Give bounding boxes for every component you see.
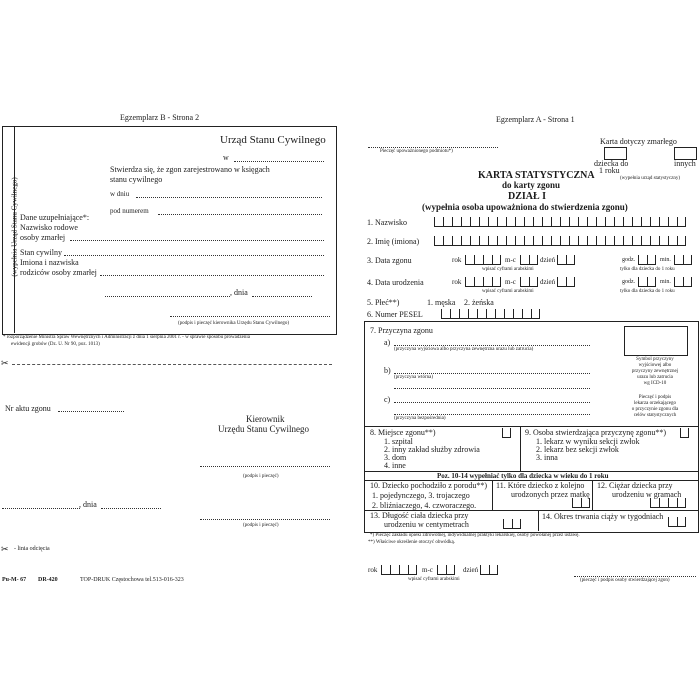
death-child-note: tylko dla dziecka do 1 roku xyxy=(620,267,675,272)
note-1: *) Pieczęć zakładu opieki zdrowotnej, indywidualnej praktyki lekarskiej, osoby powołanej przez ustawę. xyxy=(370,533,580,538)
day-dots xyxy=(252,296,312,297)
field-pregnancy-label: 14. Okres trwania ciąży w tygodniach xyxy=(542,512,664,521)
stamp-dots xyxy=(368,147,498,148)
surname-label-2: osoby zmarłej xyxy=(20,233,66,242)
field-length-label-2: urodzeniu w centymetrach xyxy=(384,520,469,529)
act-number-dots xyxy=(58,411,124,412)
bottom-day-dots xyxy=(101,508,161,509)
divider-11-12 xyxy=(592,480,593,510)
cause-a-dots[interactable] xyxy=(394,345,590,346)
bottom-sign-caption: (pieczęć i podpis osoby stwierdzającej zgon) xyxy=(580,578,670,583)
icd-symbol-box[interactable] xyxy=(624,326,688,356)
surname-label-1: Nazwisko rodowe xyxy=(20,223,78,232)
field-birth-type-label: 10. Dziecko pochodziło z porodu**) xyxy=(370,481,488,490)
bottom-day-label: , dnia xyxy=(79,500,97,509)
place-option-4[interactable]: 4. inne xyxy=(384,461,406,470)
divider-13-14 xyxy=(538,510,539,531)
office-place-dots xyxy=(234,161,324,162)
title-karta: KARTA STATYSTYCZNA xyxy=(478,170,595,181)
cut-line-label: - linia odcięcia xyxy=(14,546,50,552)
scissors-cut-icon: ✂ xyxy=(1,544,9,554)
death-day-cells[interactable] xyxy=(557,255,575,265)
length-cells[interactable] xyxy=(503,519,521,529)
field-surname-label: 1. Nazwisko xyxy=(367,218,407,227)
birth-month-label: m-c xyxy=(505,278,516,286)
copy-a-header: Egzemplarz A - Strona 1 xyxy=(496,115,575,124)
death-hour-cells[interactable] xyxy=(638,255,656,265)
pesel-cells[interactable] xyxy=(441,309,540,319)
birth-year-label: rok xyxy=(452,278,462,286)
birth-hour-cells[interactable] xyxy=(638,277,656,287)
doctor-text-3: o przyczynie zgonu dla xyxy=(631,407,679,412)
place-option-1[interactable]: 1. szpital xyxy=(384,437,413,446)
death-day-label: dzień xyxy=(540,256,556,264)
field-pesel-label: 6. Numer PESEL xyxy=(367,310,423,319)
cause-c-label: c) xyxy=(384,395,391,404)
register-date-label: w dniu xyxy=(110,190,130,198)
supplementary-label: Dane uzupełniające*: xyxy=(20,213,90,222)
birth-day-cells[interactable] xyxy=(557,277,575,287)
copy-b-header: Egzemplarz B - Strona 2 xyxy=(120,113,200,122)
printer-info: TOP-DRUK Częstochowa tel.513-016-323 xyxy=(80,577,184,583)
head-sign-caption: (podpis i pieczęć) xyxy=(243,474,279,479)
certifier-option-2[interactable]: 2. lekarz bez sekcji zwłok xyxy=(536,445,619,454)
day-label: , dnia xyxy=(230,288,248,297)
death-hour-label: godz. xyxy=(622,257,636,263)
footnote-1: * rozporządzenie Ministra Spraw Wewnętrznych i Administracji z dnia 1 sierpnia 2001 r. - w sprawie sposobu prowadzenia xyxy=(3,335,250,340)
place-option-2[interactable]: 2. inny zakład służby zdrowia xyxy=(384,445,480,454)
print-code-1: Pu-M- 67 xyxy=(2,577,27,583)
register-number-dots xyxy=(158,214,322,215)
act-number-label: Nr aktu zgonu xyxy=(5,404,51,413)
field-name-label: 2. Imię (imiona) xyxy=(367,237,420,246)
birth-month-cells[interactable] xyxy=(520,277,538,287)
birth-child-note: tylko dla dziecka do 1 roku xyxy=(620,289,675,294)
cause-b-dots-2[interactable] xyxy=(394,388,590,389)
field-certifier-cell[interactable] xyxy=(680,428,689,438)
field-place-label: 8. Miejsce zgonu**) xyxy=(370,428,436,437)
office-place-label: w xyxy=(223,153,229,162)
bottom-place-dots xyxy=(2,508,80,509)
head-office: Urzędu Stanu Cywilnego xyxy=(218,424,309,434)
icd-symbol-text-5: wg ICD-10 xyxy=(643,381,667,386)
register-date-dots xyxy=(136,197,322,198)
field-weight-label-2: urodzeniu w gramach xyxy=(612,490,682,499)
certifier-option-3[interactable]: 3. inna xyxy=(536,453,558,462)
bottom-arabic-note: wpisać cyframi arabskimi xyxy=(408,577,460,582)
cause-c-dots[interactable] xyxy=(394,402,590,403)
field-birth-date-label: 4. Data urodzenia xyxy=(367,278,424,287)
cause-b-label: b) xyxy=(384,366,391,375)
doctor-text-4: celów statystycznych xyxy=(633,413,677,418)
death-month-label: m-c xyxy=(505,256,516,264)
birth-type-row-1[interactable]: 1. pojedynczego, 3. trojaczego xyxy=(372,491,470,500)
divider-8-9-top xyxy=(364,426,698,427)
bottom-sign-dots[interactable] xyxy=(574,576,696,577)
icd-symbol-text-4: urazu lub zatrucia xyxy=(637,375,673,380)
bottom-day-label-a: dzień xyxy=(463,566,479,574)
sex-male-option[interactable]: 1. męska xyxy=(427,298,456,307)
birth-order-cells[interactable] xyxy=(572,498,590,508)
birth-year-cells[interactable] xyxy=(465,277,501,287)
stamp-line xyxy=(200,519,330,520)
parents-label-1: Imiona i nazwiska xyxy=(20,258,79,267)
bottom-day-cells[interactable] xyxy=(480,565,498,575)
parents-label-2: rodziców osoby zmarłej xyxy=(20,268,97,277)
birth-hour-label: godz. xyxy=(622,279,636,285)
register-number-label: pod numerem xyxy=(110,207,149,215)
field-length-label-1: 13. Długość ciała dziecka przy xyxy=(370,511,469,520)
place-dots xyxy=(105,296,230,297)
icd-symbol-text-3: przyczyny zewnętrznej xyxy=(631,369,679,374)
birth-type-row-2[interactable]: 2. bliźniaczego, 4. czworaczego. xyxy=(372,501,477,510)
field-sex-label: 5. Płeć**) xyxy=(367,298,400,307)
divider-10-11 xyxy=(492,480,493,510)
bottom-month-label: m-c xyxy=(422,566,433,574)
cause-a-caption: (przyczyna wyjściowa albo przyczyna zewnętrzna urazu lub zatrucia) xyxy=(394,347,534,352)
icd-symbol-text-2: wyjściowej albo xyxy=(638,363,672,368)
title-dzial: DZIAŁ I xyxy=(508,191,547,202)
title-wypelnia: (wypełnia osoba upoważniona do stwierdzenia zgonu) xyxy=(422,202,628,212)
place-option-3[interactable]: 3. dom xyxy=(384,453,407,462)
pregnancy-cells[interactable] xyxy=(668,517,686,527)
birth-day-label: dzień xyxy=(540,278,556,286)
child-label-2: 1 roku xyxy=(599,166,620,175)
parents-dots xyxy=(100,275,324,276)
divider-8-9-mid xyxy=(520,426,521,472)
head-sign-line xyxy=(200,466,330,467)
statement-line2: stanu cywilnego xyxy=(110,175,163,184)
fill-usc-note: (wypełnia urząd statystyczny) xyxy=(620,176,680,181)
footnote-2: ewidencji grobów (Dz. U. Nr 90, poz. 1013) xyxy=(11,342,100,347)
signature-caption: (podpis i pieczęć kierownika Urzędu Stanu Cywilnego) xyxy=(178,321,290,326)
surname-dots xyxy=(70,240,324,241)
note-2: **) Właściwe określenie otoczyć obwódką. xyxy=(368,540,455,545)
child-label-1: dziecka do xyxy=(594,159,629,168)
certifier-option-1[interactable]: 1. lekarz w wyniku sekcji zwłok xyxy=(536,437,640,446)
title-do-karty: do karty zgonu xyxy=(502,180,561,190)
head-title: Kierownik xyxy=(246,414,285,424)
icd-symbol-text-1: Symbol przyczyny xyxy=(636,357,674,362)
cut-line-top xyxy=(12,364,332,365)
doctor-text-1: Pieczęć i podpis xyxy=(638,395,672,400)
stamp-caption: (podpis i pieczęć) xyxy=(243,523,279,528)
field-death-date-label: 3. Data zgonu xyxy=(367,256,412,265)
death-arabic-note: wpisać cyframi arabskimi xyxy=(482,267,534,272)
birth-min-cells[interactable] xyxy=(674,277,692,287)
statement-line1: Stwierdza się, że zgon zarejestrowano w księgach xyxy=(110,165,270,174)
scissors-icon: ✂ xyxy=(1,358,9,368)
field-cause-label: 7. Przyczyna zgonu xyxy=(370,326,433,335)
cause-c-caption: (przyczyna bezpośrednia) xyxy=(394,416,446,421)
death-month-cells[interactable] xyxy=(520,255,538,265)
death-year-cells[interactable] xyxy=(465,255,501,265)
office-title: Urząd Stanu Cywilnego xyxy=(220,134,326,146)
signature-line xyxy=(170,316,330,317)
bottom-year-label: rok xyxy=(368,566,378,574)
cause-a-label: a) xyxy=(384,338,391,347)
field-surname-cells[interactable] xyxy=(434,217,686,227)
section-note: Poz. 10-14 wypełniać tylko dla dziecka w wieku do 1 roku xyxy=(437,472,609,480)
karta-label: Karta dotyczy zmarłego xyxy=(600,137,677,146)
cause-b-dots[interactable] xyxy=(394,373,590,374)
sex-female-option[interactable]: 2. żeńska xyxy=(464,298,494,307)
copy-b-side-label: (wypełnia Urząd Stanu Cywilnego) xyxy=(10,177,19,277)
bottom-month-cells[interactable] xyxy=(437,565,455,575)
cause-c-dots-2[interactable] xyxy=(394,414,590,415)
cause-b-caption: (przyczyna wtórna) xyxy=(394,375,434,380)
birth-arabic-note: wpisać cyframi arabskimi xyxy=(482,289,534,294)
death-min-label: min. xyxy=(660,257,671,263)
field-weight-label-1: 12. Ciężar dziecka przy xyxy=(597,481,673,490)
field-certifier-label: 9. Osoba stwierdzająca przyczynę zgonu**) xyxy=(525,428,667,437)
stamp-label: Pieczęć upoważnionego podmiotu*) xyxy=(380,149,453,154)
civil-status-dots xyxy=(64,255,324,256)
field-birth-order-label-2: urodzonych przez matkę xyxy=(511,490,590,499)
bottom-year-cells[interactable] xyxy=(381,565,417,575)
others-label: innych xyxy=(674,159,696,168)
doctor-text-2: lekarza orzekającego xyxy=(633,401,677,406)
civil-status-label: Stan cywilny xyxy=(20,248,62,257)
birth-min-label: min. xyxy=(660,279,671,285)
death-year-label: rok xyxy=(452,256,462,264)
field-place-cell[interactable] xyxy=(502,428,511,438)
print-code-2: DR-420 xyxy=(38,577,58,583)
field-name-cells[interactable] xyxy=(434,236,686,246)
weight-cells[interactable] xyxy=(650,498,686,508)
death-min-cells[interactable] xyxy=(674,255,692,265)
field-birth-order-label-1: 11. Które dziecko z kolejno xyxy=(496,481,585,490)
